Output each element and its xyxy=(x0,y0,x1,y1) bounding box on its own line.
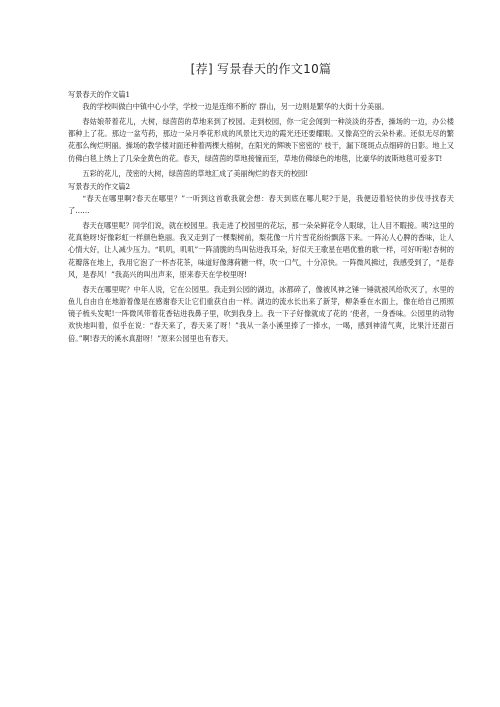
section-heading: 写景春天的作文篇1 xyxy=(68,90,131,99)
paragraph: 春天在哪里呢？同学们说，就在校园里。我走进了校园里的花坛，那一朵朵鲜花令人眼球，让人目不暇接。咦?这里的花真艳呀!好像彩虹一样颜色艳丽。我又走到了一棵梨树前，梨花像一片片雪花纷纷飘落下来。一阵沁人心脾的香味，让人心情大好，让人减少压力。“叽叽，叽叽”一阵清脆的鸟叫钻进我耳朵，好似天王歌星在唱优雅的歌一样，可好听啦!杏树的花瓣落在地上，我用它泡了一杯杏花茶，味道好像薄荷糖一样，吹一口气，十分凉快。一阵微风拂过，我感受到了，“是春风，是春风！”我高兴的叫出声来，原来春天在学校里呀! xyxy=(68,221,454,279)
section-heading: 写景春天的作文篇2 xyxy=(68,181,131,191)
paragraph: 我的学校叫做白中镇中心小学，学校一边是连绵不断的' 群山，另一边则是繁华的大街十分美丽。 xyxy=(82,102,389,111)
section-1 xyxy=(68,89,454,180)
paragraph: 春姑娘带着花儿，大树，绿茵茵的草地来到了校园。走到校园，你一定会闻到一种淡淡的芬香，操场的一边，办公楼都种上了花。那边一盆芍药，那边一朵月季花形成的风景比天边的霞光还还要耀眼。又像高空的云朵朴素。还似无尽的繁花那么绚烂明丽。操场的教学楼对面还种着两棵大榕树，在阳光的辉映下密密的' 枝干，漏下斑斑点点细碎的日影。地上又仿佛白毯上绣上了几朵金黄色的花。春天，绿茵茵的草地接憧而至，草地仿佛绿色的地毯，比豪华的波斯地毯可爱多T! xyxy=(68,117,454,163)
section-2 xyxy=(68,181,454,345)
paragraph: 五彩的花儿，茂密的大树，绿茵茵的草地汇成了美丽绚烂的春天的校园! xyxy=(82,168,309,178)
paragraph: “春天在哪里啊?春天在哪里？”一听到这首歌我就会想：春天到底在哪儿呢?于是，我便迈着轻快的步伐寻找春天了…… xyxy=(68,193,454,216)
paragraph: 春天在哪里呢？中年人说，它在公园里。我走到公园的湖边，冰都碎了，像被风神之锤一锤就被风给吹灭了，水里的鱼儿自由自在地游着像是在感谢春天让它们重获自由一样。湖边的流水长出来了新芽，柳条垂在水面上，像在给自己照照镜子梳头发呢!一阵微风带着花香钻进我鼻子里，吹到我身上。我一下子好像就成了花的 ‘使者，一身香味。公园里的动物欢快地叫着，似乎在说：“春天来了，春天来了呀！”我从一条小溪里捧了一捧水，一喝，感到神清气爽，比果汁还甜百倍。”啊!春天的溪水真甜呀！”原来公园里也有春天。 xyxy=(68,284,454,343)
document-title: [荐] 写景春天的作文10篇 xyxy=(190,62,332,76)
